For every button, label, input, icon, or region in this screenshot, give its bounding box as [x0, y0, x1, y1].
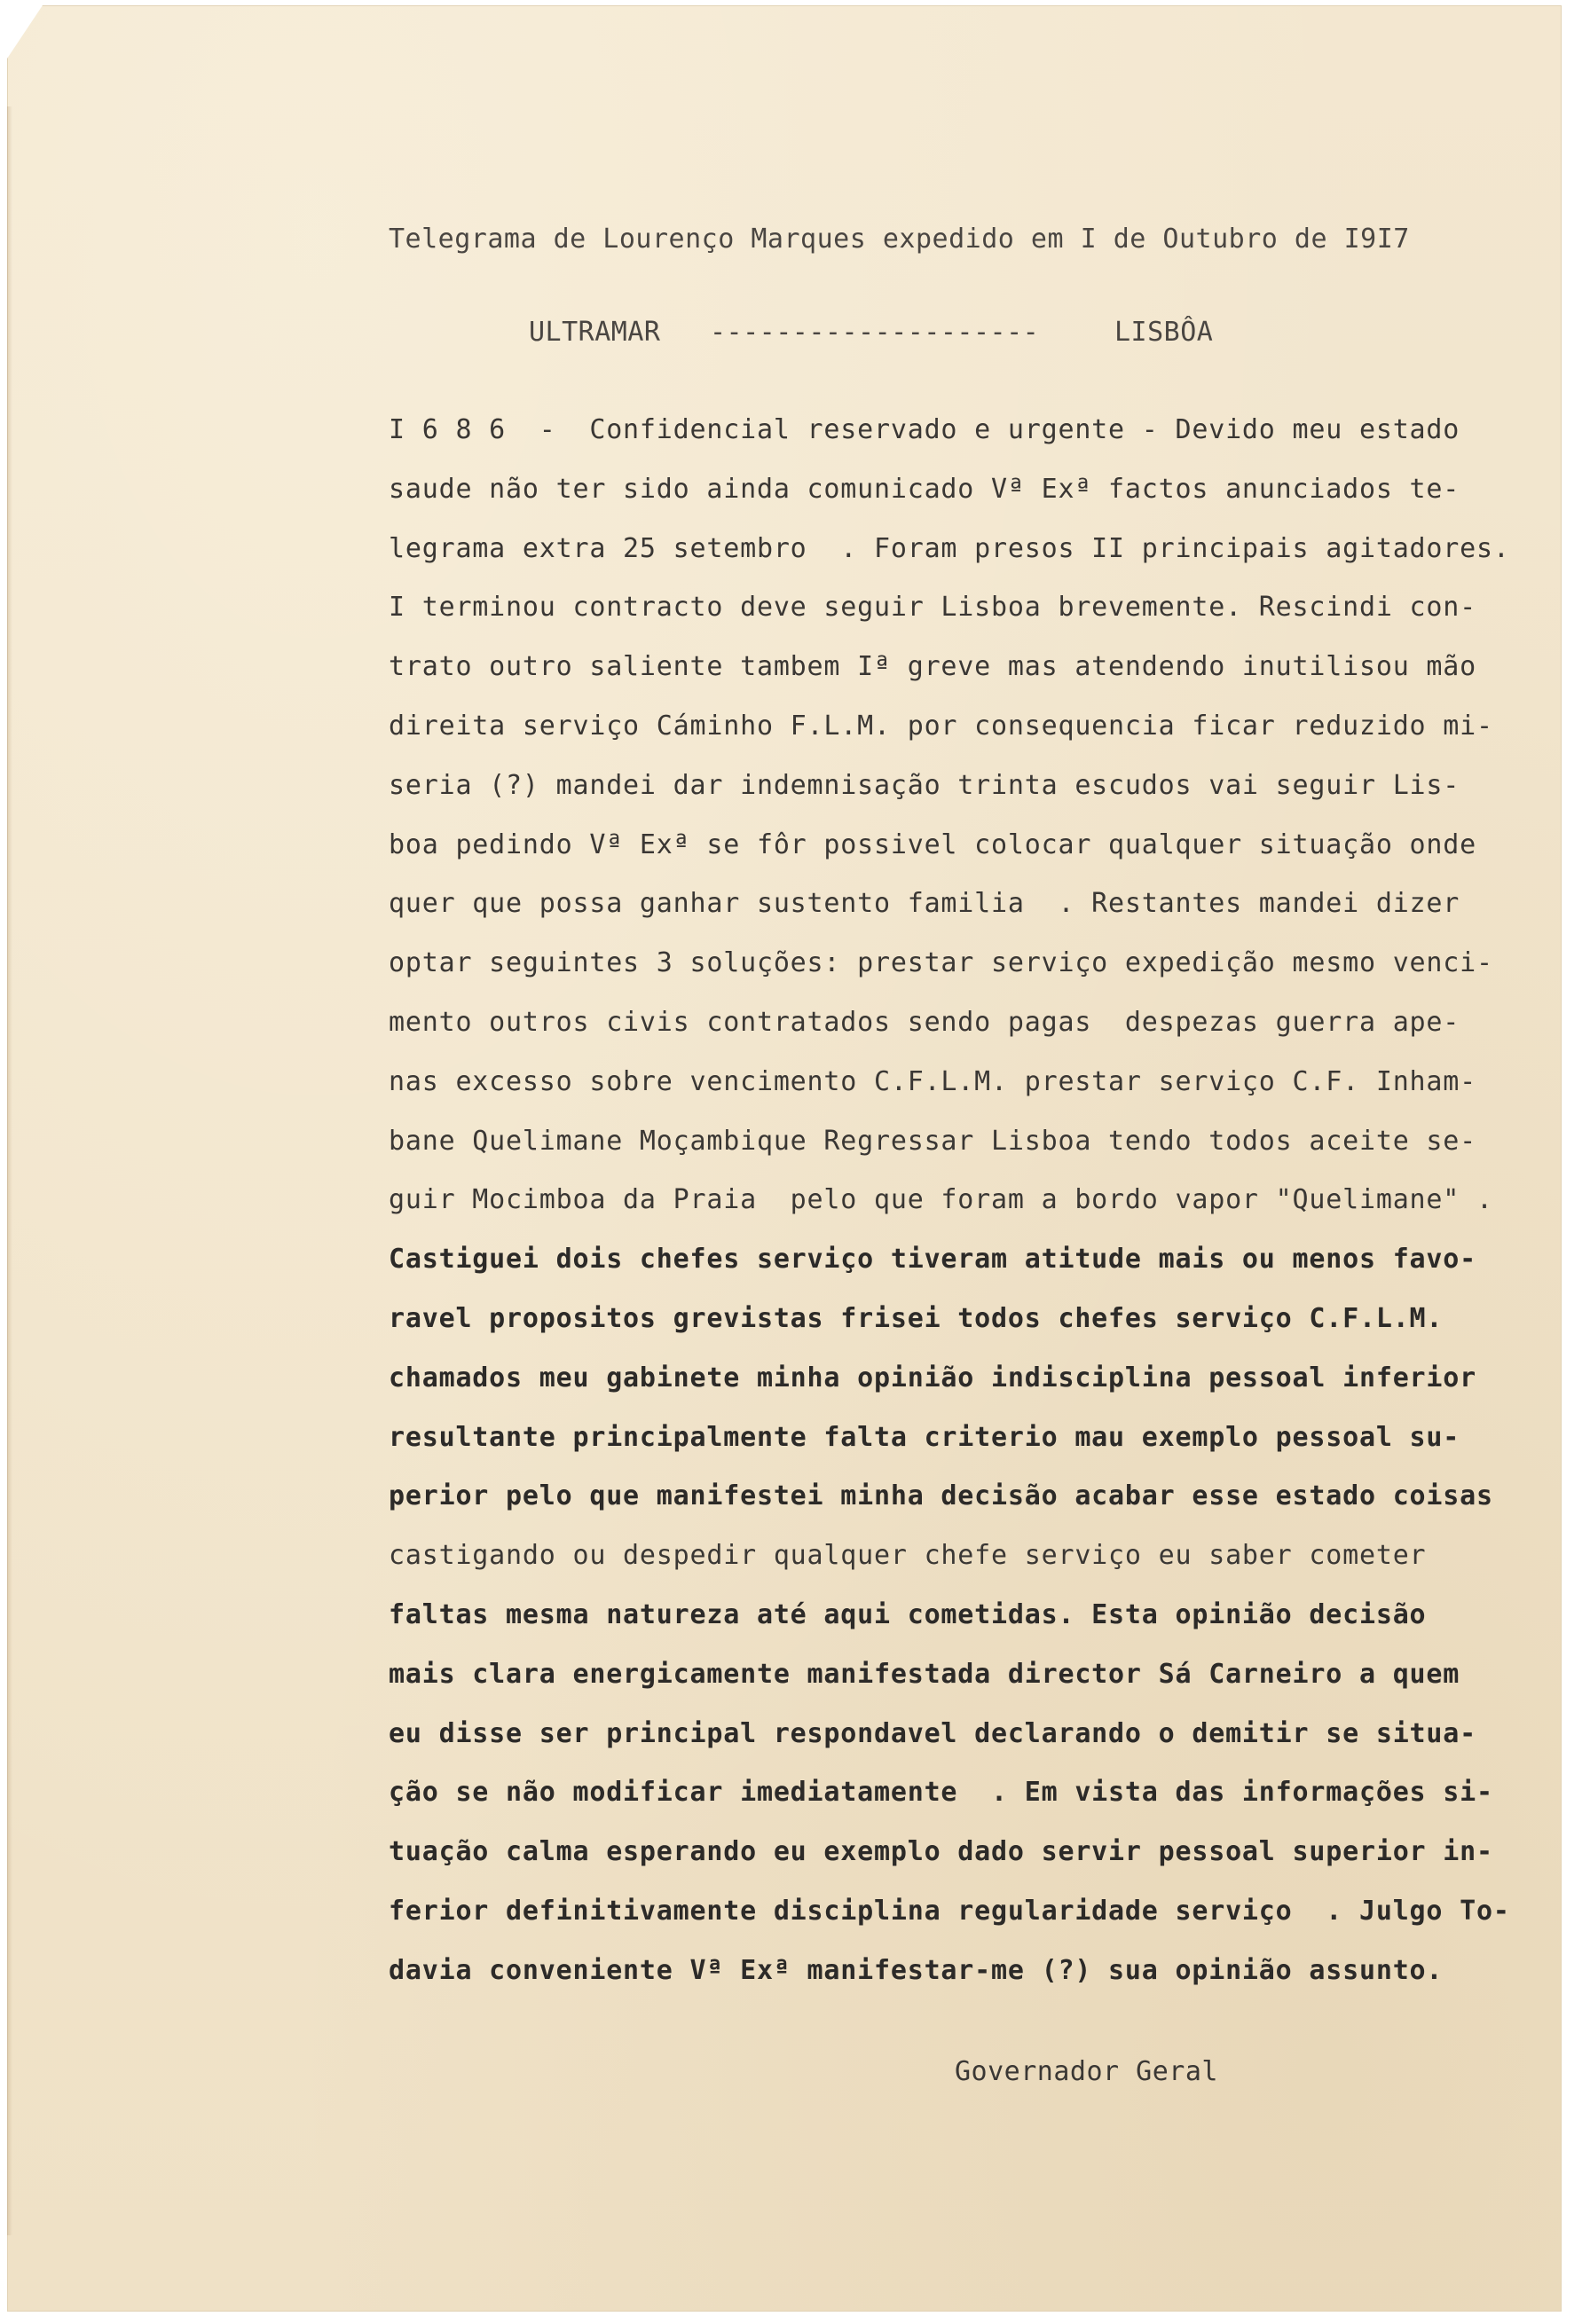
body-line: davia conveniente Vª Exª manifestar-me (?) sua opinião assunto.: [389, 1954, 1444, 1986]
address-recipient: ULTRAMAR: [529, 317, 661, 348]
body-line: optar seguintes 3 soluções: prestar serviço expedição mesmo venci-: [389, 947, 1493, 979]
body-line: I 6 8 6 - Confidencial reservado e urgente - Devido meu estado: [389, 414, 1460, 445]
body-line: mais clara energicamente manifestada director Sá Carneiro a quem: [389, 1658, 1460, 1690]
body-line: direita serviço Cáminho F.L.M. por consequencia ficar reduzido mi-: [389, 710, 1493, 742]
body-line: bane Quelimane Moçambique Regressar Lisboa tendo todos aceite se-: [389, 1125, 1476, 1157]
body-line: ção se não modificar imediatamente . Em vista das informações si-: [389, 1777, 1493, 1809]
body-line: resultante principalmente falta criterio mau exemplo pessoal su-: [389, 1421, 1460, 1453]
body-line: ferior definitivamente disciplina regularidade serviço . Julgo To-: [389, 1895, 1510, 1927]
body-line: trato outro saliente tambem Iª greve mas atendendo inutilisou mão: [389, 651, 1476, 683]
torn-corner: [7, 5, 43, 59]
body-line: mento outros civis contratados sendo pagas despezas guerra ape-: [389, 1006, 1460, 1038]
body-line: legrama extra 25 setembro . Foram presos II principais agitadores.: [389, 532, 1510, 564]
body-line: ravel propositos grevistas frisei todos chefes serviço C.F.L.M.: [389, 1302, 1444, 1334]
body-line: boa pedindo Vª Exª se fôr possivel colocar qualquer situação onde: [389, 828, 1476, 860]
body-line: I terminou contracto deve seguir Lisboa brevemente. Rescindi con-: [389, 592, 1476, 624]
telegram-header: Telegrama de Lourenço Marques expedido em I de Outubro de I9I7: [389, 224, 1410, 255]
body-line: chamados meu gabinete minha opinião indisciplina pessoal inferior: [389, 1362, 1476, 1394]
telegram-body: [389, 401, 1560, 2001]
body-line: Castiguei dois chefes serviço tiveram atitude mais ou menos favo-: [389, 1244, 1476, 1276]
body-line: eu disse ser principal respondavel declarando o demitir se situa-: [389, 1717, 1476, 1749]
body-line: nas excesso sobre vencimento C.F.L.M. prestar serviço C.F. Inham-: [389, 1065, 1476, 1097]
body-line: faltas mesma natureza até aqui cometidas. Esta opinião decisão: [389, 1598, 1427, 1630]
address-separator: --------------------: [710, 317, 1040, 348]
address-city: LISBÔA: [1114, 317, 1214, 348]
signature-line: Governador Geral: [955, 2056, 1218, 2087]
body-line: tuação calma esperando eu exemplo dado servir pessoal superior in-: [389, 1836, 1493, 1868]
body-line: guir Mocimboa da Praia pelo que foram a bordo vapor "Quelimane" .: [389, 1184, 1493, 1216]
body-line: perior pelo que manifestei minha decisão acabar esse estado coisas: [389, 1480, 1493, 1512]
body-line: quer que possa ganhar sustento familia . Restantes mandei dizer: [389, 888, 1460, 920]
body-line: castigando ou despedir qualquer chefe serviço eu saber cometer: [389, 1540, 1427, 1572]
paper-edge-shadow: [7, 106, 12, 2235]
body-line: saude não ter sido ainda comunicado Vª Exª factos anunciados te-: [389, 473, 1460, 505]
body-line: seria (?) mandei dar indemnisação trinta escudos vai seguir Lis-: [389, 769, 1460, 801]
